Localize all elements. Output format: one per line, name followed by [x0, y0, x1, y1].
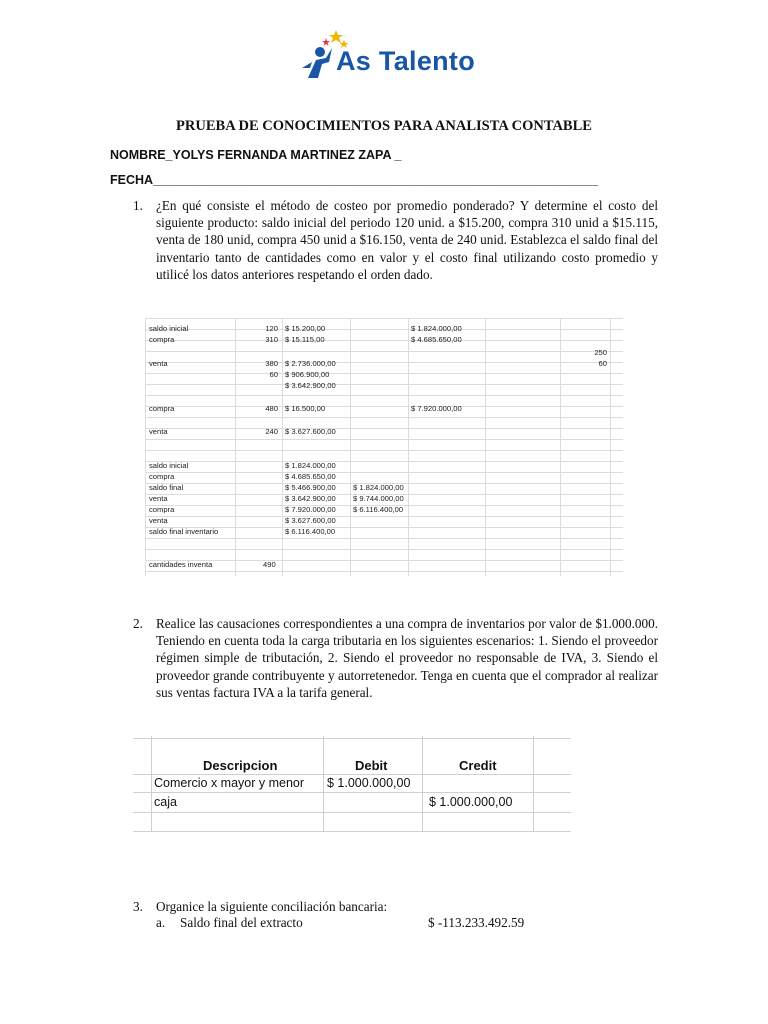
cell: 310 — [265, 335, 278, 344]
column-header-debit: Debit — [355, 758, 388, 773]
question-3 — [133, 898, 658, 915]
company-logo — [296, 28, 486, 88]
cell: $ 9.744.000,00 — [353, 494, 404, 503]
question-1 — [133, 197, 658, 283]
cell: $ 906.900,00 — [285, 370, 330, 379]
cell: 480 — [265, 404, 278, 413]
cell: $ 3.627.600,00 — [285, 427, 336, 436]
logo-text: As Talento — [336, 46, 476, 76]
cell: $ 3.627.600,00 — [285, 516, 336, 525]
cell: compra — [149, 404, 175, 413]
cell: $ 7.920.000,00 — [285, 505, 336, 514]
cell: compra — [149, 335, 175, 344]
column-header-description: Descripcion — [203, 758, 278, 773]
cell: $ 1.824.000,00 — [411, 324, 462, 333]
cell: $ 2.736.000,00 — [285, 359, 336, 368]
cell: $ 3.642.900,00 — [285, 494, 336, 503]
item-a-value: $ -113.233.492.59 — [428, 915, 525, 930]
cell: 60 — [269, 370, 278, 379]
cell: compra — [149, 505, 175, 514]
cell: venta — [149, 359, 168, 368]
cell: venta — [149, 516, 168, 525]
question-text: Organice la siguiente conciliación bancaria: — [156, 899, 388, 914]
cell: $ 4.685.650,00 — [411, 335, 462, 344]
cell: 250 — [594, 348, 607, 357]
cell: $ 16.500,00 — [285, 404, 326, 413]
name-line: NOMBRE_YOLYS FERNANDA MARTINEZ ZAPA _ — [110, 148, 402, 162]
table-cell: $ 1.000.000,00 — [327, 776, 411, 790]
cell: saldo final inventario — [149, 527, 219, 536]
date-line: FECHA________________________________________________________________ — [110, 173, 598, 187]
cell: 240 — [265, 427, 278, 436]
question-text: ¿En qué consiste el método de costeo por promedio ponderado? Y determine el costo del siguiente producto: saldo inicial del periodo 120 unid. a $15.200, compra 310 unid a $15.115, venta de 180 unid, compra 450 unid a $16.150, venta de 240 unid. Establezca el saldo final del inventario tanto de cantidades como en valor y el costo final utilizando costo promedio y utilicé los datos anteriores respetando el orden dado. — [156, 198, 658, 282]
cell: $ 1.824.000,00 — [285, 461, 336, 470]
question-number: 1. — [133, 198, 143, 213]
cell: 120 — [265, 324, 278, 333]
cell: $ 1.824.000,00 — [353, 483, 404, 492]
column-header-credit: Credit — [459, 758, 497, 773]
cell: saldo final — [149, 483, 184, 492]
spreadsheet-costing — [145, 318, 623, 576]
table-cell: Comercio x mayor y menor — [154, 776, 305, 790]
cell: saldo inicial — [149, 324, 189, 333]
question-number: 2. — [133, 616, 143, 631]
cell: $ 4.685.650,00 — [285, 472, 336, 481]
table-cell: $ 1.000.000,00 — [429, 795, 513, 809]
item-a-letter: a. — [156, 915, 166, 930]
cell: venta — [149, 494, 168, 503]
cell: $ 3.642.900,00 — [285, 381, 336, 390]
cell: $ 6.116.400,00 — [353, 505, 404, 514]
cell: $ 15.115,00 — [285, 335, 325, 344]
cell: saldo inicial — [149, 461, 189, 470]
question-text: Realice las causaciones correspondientes a una compra de inventarios por valor de $1.000.000. Teniendo en cuenta toda la carga tributaria en los siguientes escenarios: 1. Siendo el proveedor régimen simple de tributación, 2. Siendo el proveedor no responsable de IVA, 3. Siendo el proveedor grande contribuyente y autorretenedor. Tenga en cuenta que el comprador al realizar sus ventas factura IVA a la tarifa general. — [156, 616, 658, 700]
cell: $ 6.116.400,00 — [285, 527, 336, 536]
cell: $ 5.466.900,00 — [285, 483, 336, 492]
question-number: 3. — [133, 899, 143, 914]
table-cell: caja — [154, 795, 177, 809]
cell: 380 — [265, 359, 278, 368]
cell: venta — [149, 427, 168, 436]
spreadsheet-journal-entry — [133, 736, 571, 832]
question-2 — [133, 615, 658, 701]
item-a-label: Saldo final del extracto — [180, 915, 303, 930]
cell: $ 7.920.000,00 — [411, 404, 462, 413]
cell: 60 — [598, 359, 607, 368]
cell: cantidades inventa — [149, 560, 213, 569]
cell: compra — [149, 472, 175, 481]
cell: 490 — [263, 560, 276, 569]
cell: $ 15.200,00 — [285, 324, 326, 333]
page-title: PRUEBA DE CONOCIMIENTOS PARA ANALISTA CONTABLE — [176, 118, 592, 134]
